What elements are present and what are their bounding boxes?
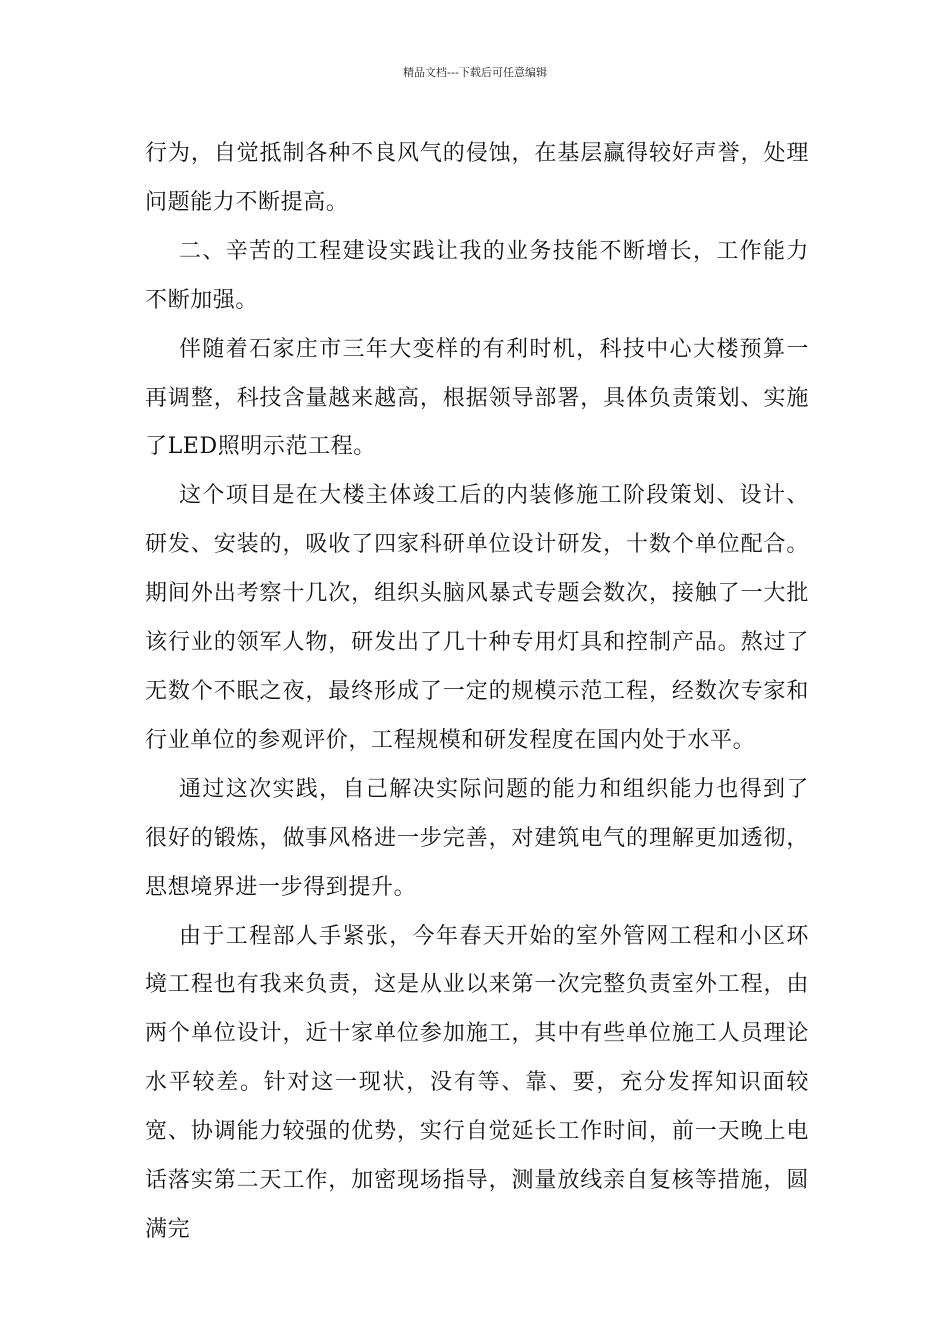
page-header: 精品文档---下载后可任意编辑	[403, 66, 547, 79]
paragraph-outdoor-engineering: 由于工程部人手紧张，今年春天开始的室外管网工程和小区环境工程也有我来负责，这是从业以来第一次完整负责室外工程，由两个单位设计，近十家单位参加施工，其中有些单位施工人员理论水平较差。针对这一现状，没有等、靠、要，充分发挥知识面较宽、协调能力较强的优势，实行自觉延长工作时间，前一天晚上电话落实第二天工作，加密现场指导，测量放线亲自复核等措施，圆满完	[145, 923, 809, 1242]
paragraph-practice-result: 通过这次实践，自己解决实际问题的能力和组织能力也得到了很好的锻炼，做事风格进一步完善，对建筑电气的理解更加透彻，思想境界进一步得到提升。	[145, 776, 809, 900]
paragraph-continuation: 行为，自觉抵制各种不良风气的侵蚀，在基层赢得较好声誉，处理问题能力不断提高。	[145, 141, 809, 215]
paragraph-project-details: 这个项目是在大楼主体竣工后的内装修施工阶段策划、设计、研发、安装的，吸收了四家科研单位设计研发，十数个单位配合。期间外出考察十几次，组织头脑风暴式专题会数次，接触了一大批该行业的领军人物，研发出了几十种专用灯具和控制产品。熬过了无数个不眠之夜，最终形成了一定的规模示范工程，经数次专家和行业单位的参观评价，工程规模和研发程度在国内处于水平。	[145, 483, 809, 753]
document-body	[145, 130, 809, 1255]
paragraph-section-heading: 二、辛苦的工程建设实践让我的业务技能不断增长，工作能力不断加强。	[145, 238, 809, 313]
paragraph-led-project-intro: 伴随着石家庄市三年大变样的有利时机，科技中心大楼预算一再调整，科技含量越来越高，根据领导部署，具体负责策划、实施了LED照明示范工程。	[145, 336, 809, 460]
